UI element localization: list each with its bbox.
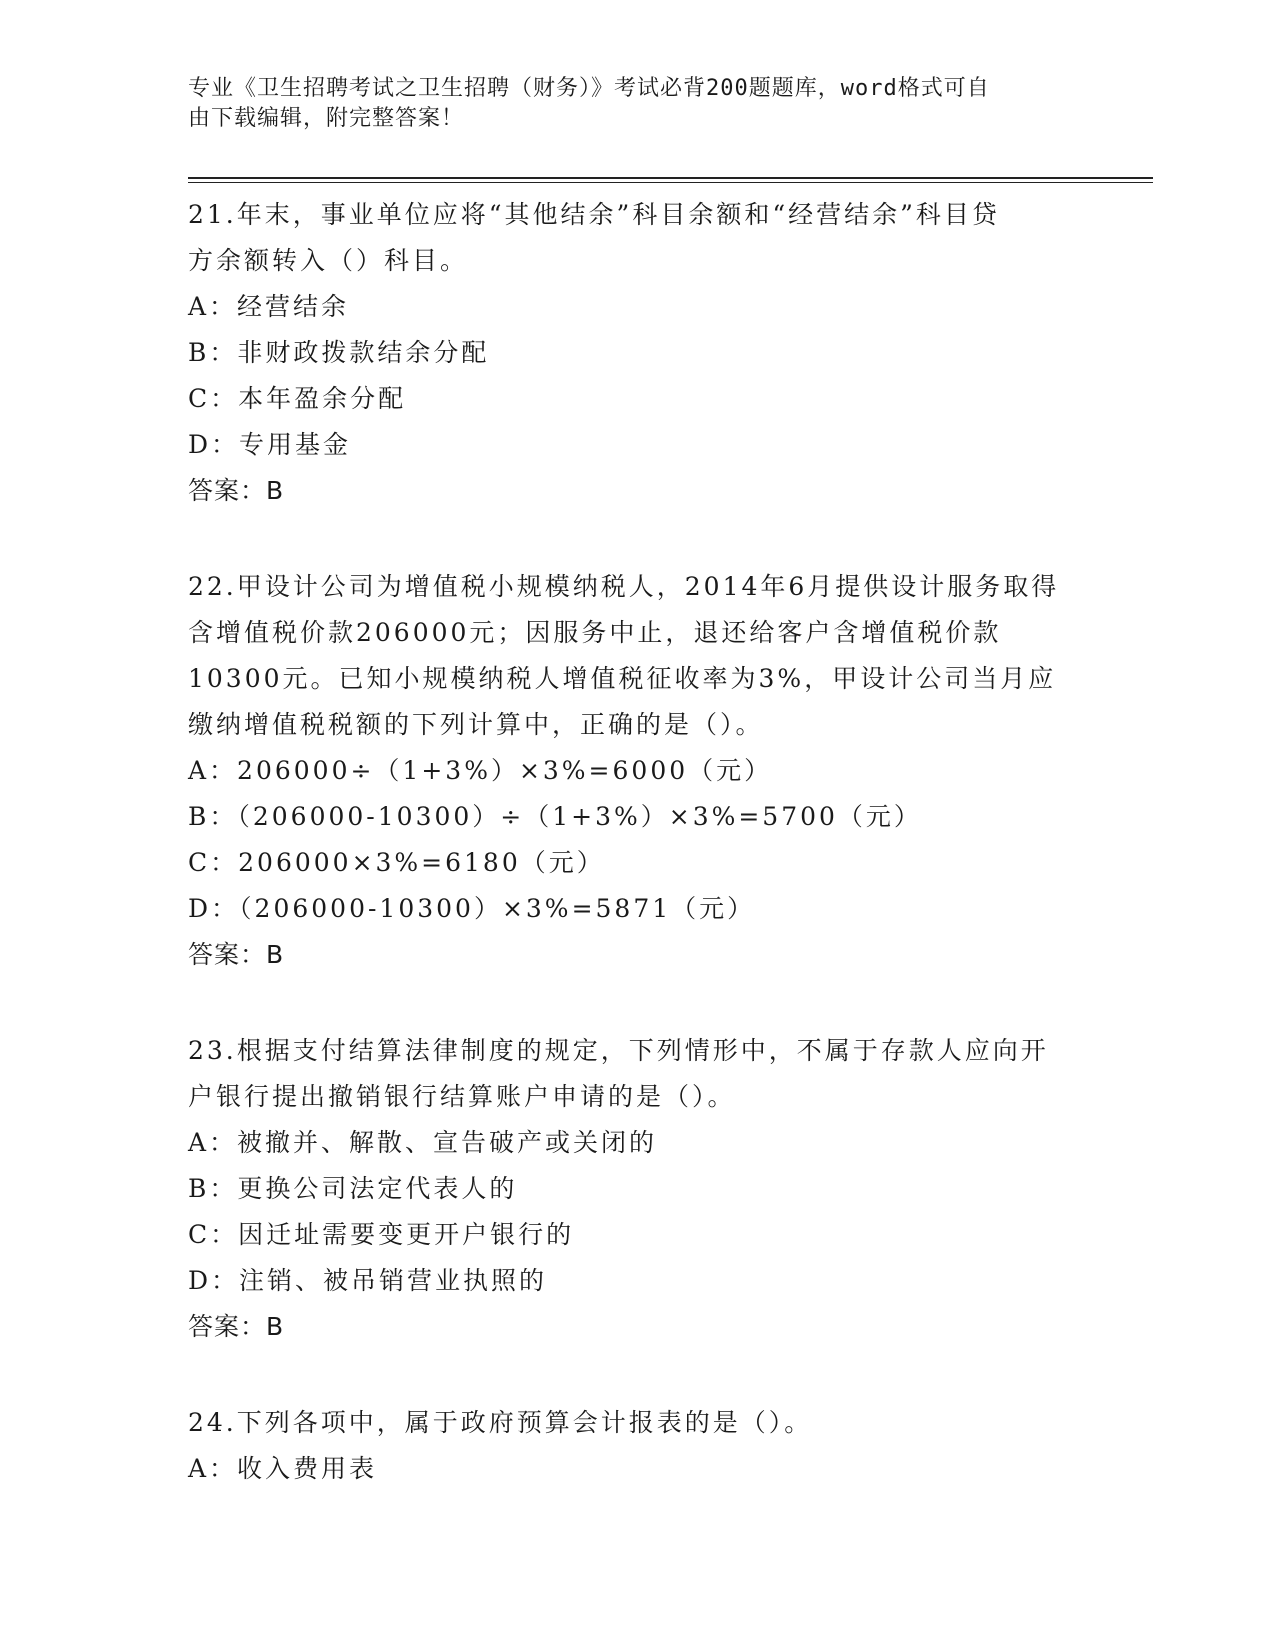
option-d: D：专用基金 <box>188 430 352 459</box>
option-a: A：收入费用表 <box>188 1454 378 1483</box>
option-a: A：206000÷（1+3%）×3%=6000（元） <box>188 756 773 785</box>
header-divider-thick <box>188 177 1153 179</box>
question-stem-line: 22.甲设计公司为增值税小规模纳税人，2014年6月提供设计服务取得 <box>188 572 1060 601</box>
question-stem-line: 21.年末，事业单位应将“其他结余”科目余额和“经营结余”科目贷 <box>188 200 1000 229</box>
option-c: C：因迁址需要变更开户银行的 <box>188 1220 575 1249</box>
question-stem-line: 含增值税价款206000元；因服务中止，退还给客户含增值税价款 <box>188 618 1002 647</box>
question-24 <box>188 1400 1088 1492</box>
answer-line: 答案：B <box>188 1312 285 1341</box>
question-22 <box>188 564 1088 978</box>
question-21 <box>188 192 1088 514</box>
option-b: B：更换公司法定代表人的 <box>188 1174 518 1203</box>
header-divider-thin <box>188 182 1153 183</box>
question-stem-line: 户银行提出撤销银行结算账户申请的是（）。 <box>188 1082 736 1111</box>
answer-line: 答案：B <box>188 476 285 505</box>
question-list <box>188 192 1088 1542</box>
header-line-1: 专业《卫生招聘考试之卫生招聘（财务）》考试必背200题题库，word格式可自 <box>188 76 990 101</box>
option-b: B：（206000-10300）÷（1+3%）×3%=5700（元） <box>188 802 922 831</box>
option-d: D：（206000-10300）×3%=5871（元） <box>188 894 756 923</box>
option-a: A：被撤并、解散、宣告破产或关闭的 <box>188 1128 658 1157</box>
document-header <box>188 74 1088 134</box>
question-stem-line: 方余额转入（）科目。 <box>188 246 469 275</box>
question-stem-line: 24.下列各项中，属于政府预算会计报表的是（）。 <box>188 1408 813 1437</box>
question-stem-line: 缴纳增值税税额的下列计算中，正确的是（）。 <box>188 710 764 739</box>
option-c: C：206000×3%=6180（元） <box>188 848 605 877</box>
question-stem-line: 10300元。已知小规模纳税人增值税征收率为3%，甲设计公司当月应 <box>188 664 1057 693</box>
option-d: D：注销、被吊销营业执照的 <box>188 1266 548 1295</box>
question-stem-line: 23.根据支付结算法律制度的规定，下列情形中，不属于存款人应向开 <box>188 1036 1049 1065</box>
header-line-2: 由下载编辑，附完整答案！ <box>188 106 465 131</box>
option-a: A：经营结余 <box>188 292 350 321</box>
question-23 <box>188 1028 1088 1350</box>
option-b: B：非财政拨款结余分配 <box>188 338 490 367</box>
answer-line: 答案：B <box>188 940 285 969</box>
option-c: C：本年盈余分配 <box>188 384 407 413</box>
